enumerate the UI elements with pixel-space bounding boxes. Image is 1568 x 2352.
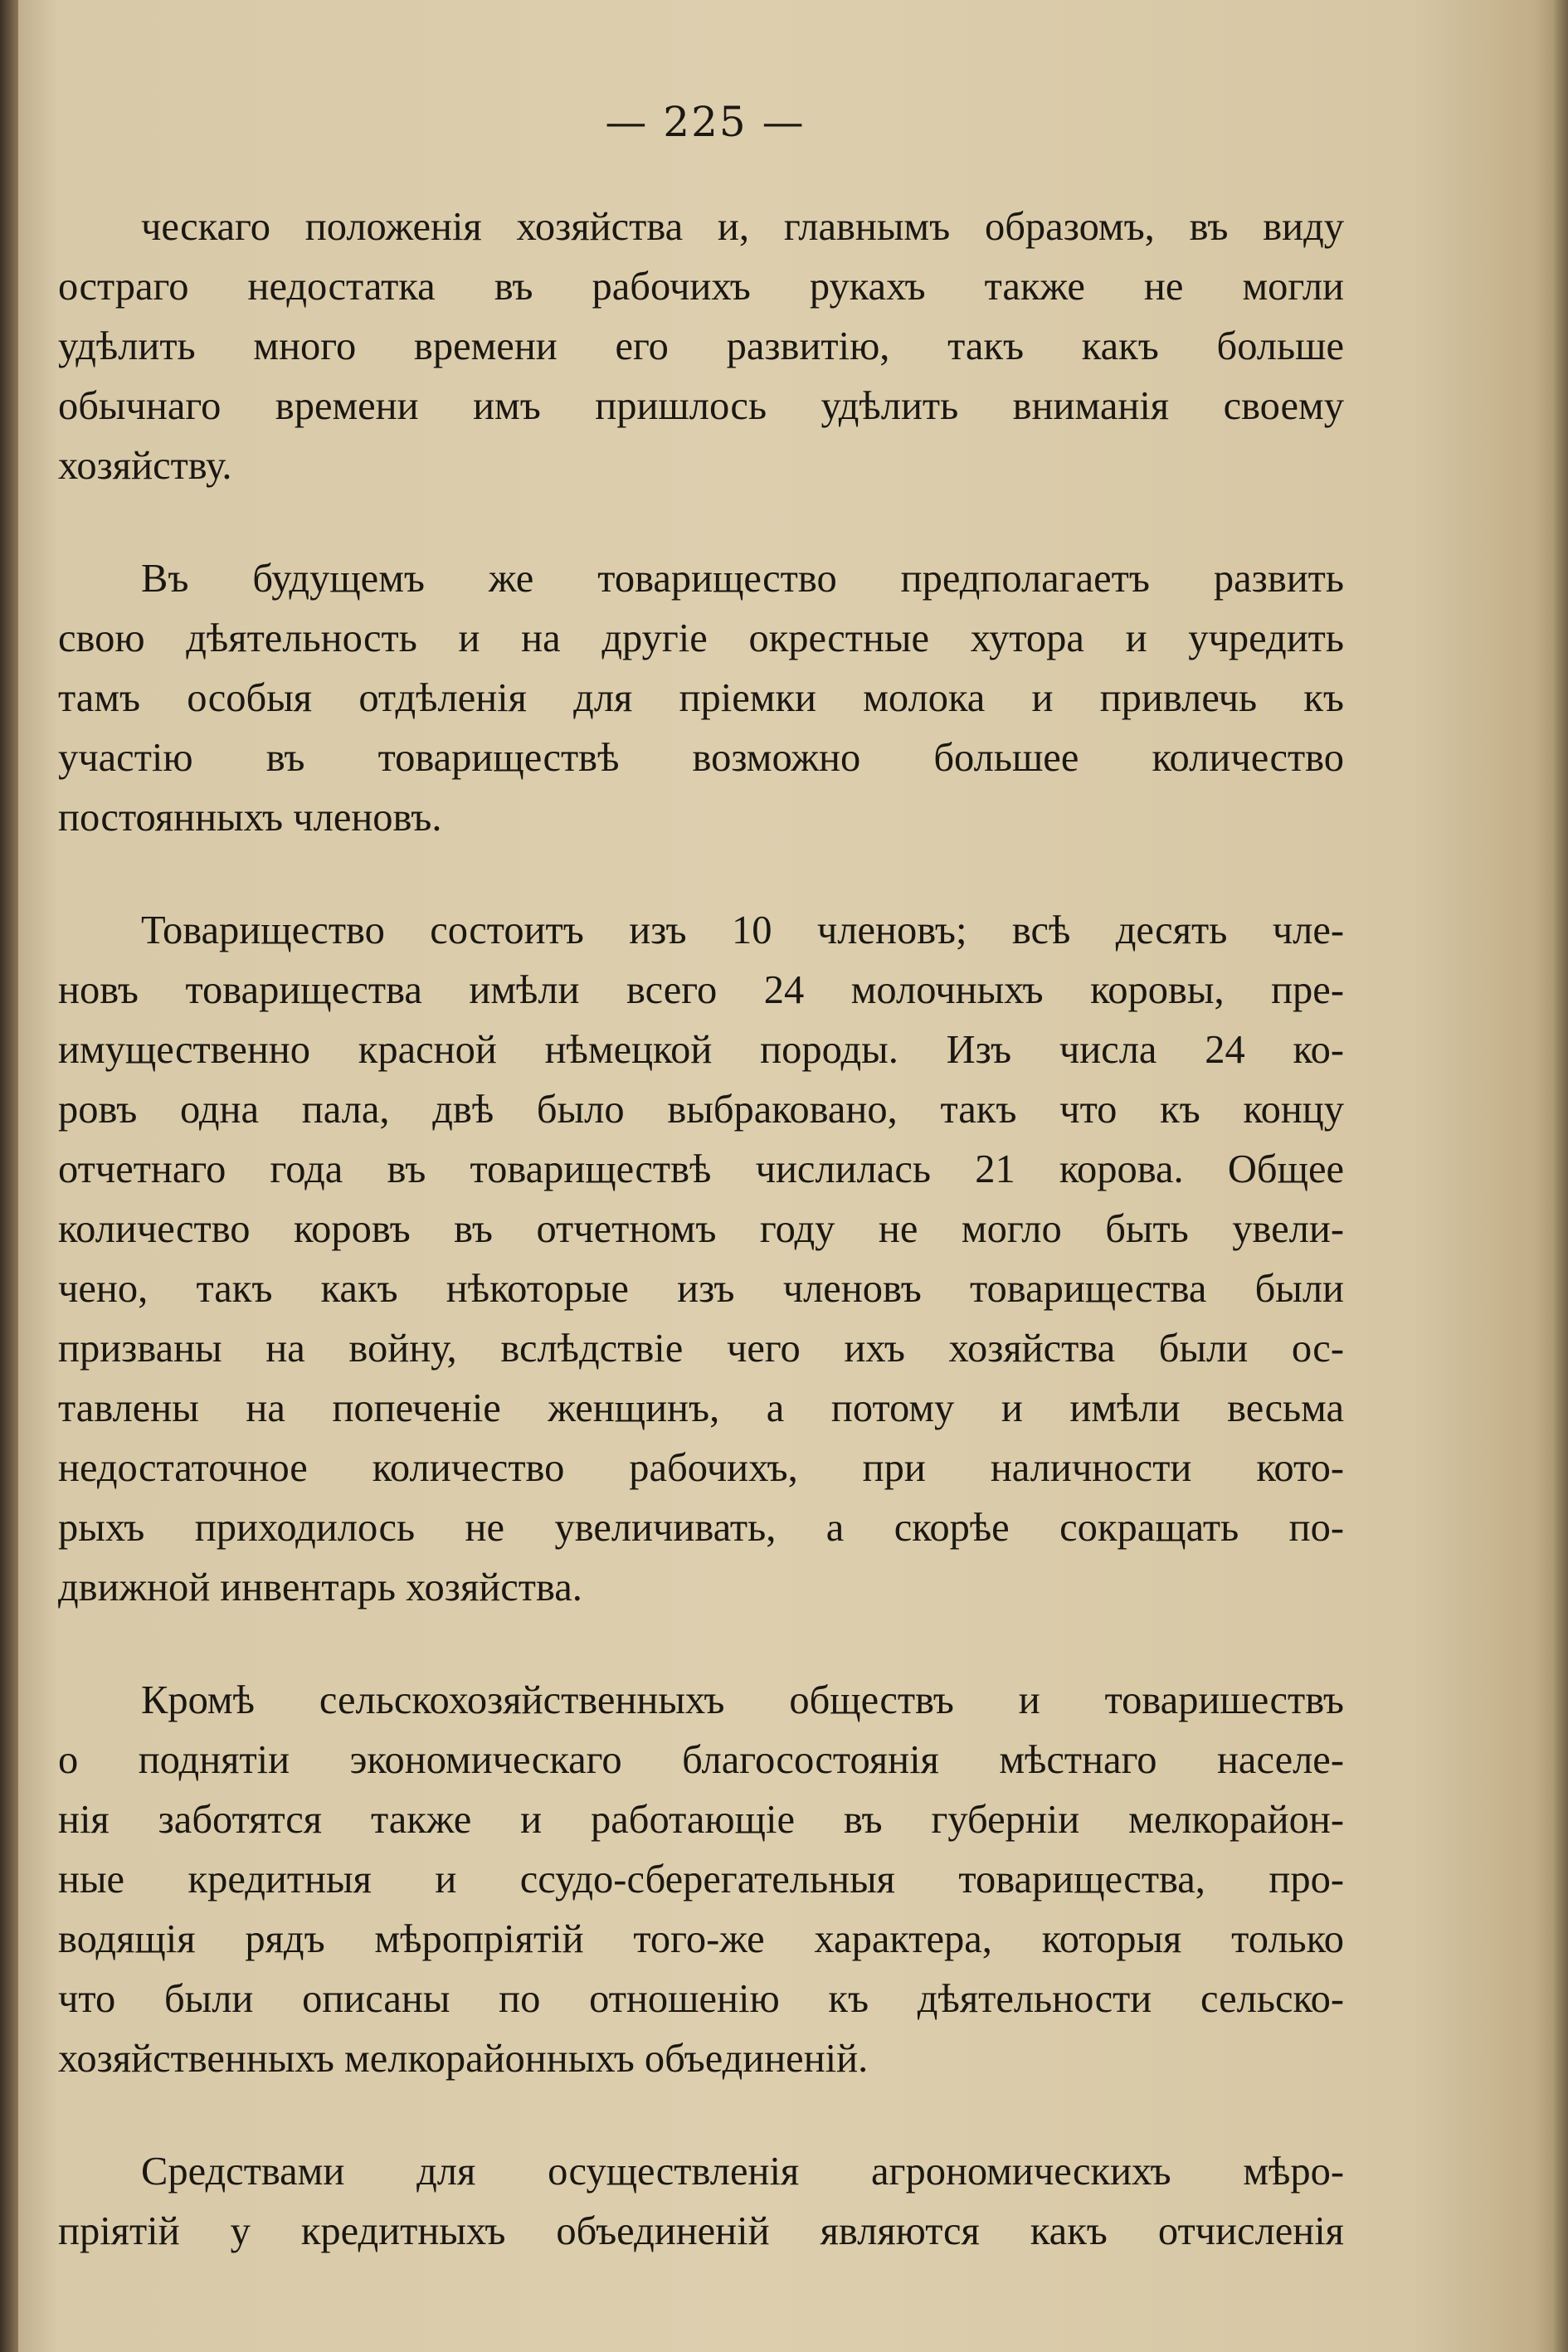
text-line: Средствами для осуществленія агрономическихъ мѣро- — [141, 2150, 1344, 2194]
text-line: постоянныхъ членовъ. — [58, 796, 442, 840]
text-line: отчетнаго года въ товариществѣ числилась 21 корова. Общее — [58, 1147, 1344, 1191]
text-line: Кромѣ сельскохозяйственныхъ обществъ и товаришествъ — [141, 1678, 1344, 1722]
text-line: о поднятіи экономическаго благосостоянія мѣстнаго населе- — [58, 1738, 1344, 1782]
page-edge-shadow — [1553, 0, 1568, 2352]
text-line: чено, такъ какъ нѣкоторые изъ членовъ товарищества были — [58, 1267, 1344, 1311]
text-line: ные кредитныя и ссудо-сберегательныя товарищества, про- — [58, 1858, 1344, 1902]
text-line: ческаго положенія хозяйства и, главнымъ образомъ, въ виду — [141, 205, 1344, 249]
paragraph — [58, 549, 1344, 848]
text-line: рыхъ приходилось не увеличивать, а скорѣе сокращать по- — [58, 1506, 1344, 1550]
text-line: количество коровъ въ отчетномъ году не могло быть увели- — [58, 1207, 1344, 1251]
text-line: призваны на войну, вслѣдствіе чего ихъ хозяйства были ос- — [58, 1327, 1344, 1371]
text-line: тавлены на попеченіе женщинъ, а потому и имѣли весьма — [58, 1386, 1344, 1430]
text-line: хозяйственныхъ мелкорайонныхъ объединеній. — [58, 2037, 869, 2081]
page-number: — 225 — — [605, 98, 806, 146]
text-line: свою дѣятельность и на другіе окрестные хутора и учредить — [58, 616, 1344, 660]
text-line: обычнаго времени имъ пришлось удѣлить вниманія своему — [58, 384, 1344, 428]
text-line: тамъ особыя отдѣленія для пріемки молока и привлечь къ — [58, 676, 1344, 720]
text-line: новъ товарищества имѣли всего 24 молочныхъ коровы, пре- — [58, 968, 1344, 1012]
paragraph — [58, 2142, 1344, 2262]
text-line: движной инвентарь хозяйства. — [58, 1566, 582, 1609]
text-line: имущественно красной нѣмецкой породы. Изъ числа 24 ко- — [58, 1028, 1344, 1072]
text-line: участію въ товариществѣ возможно большее количество — [58, 736, 1344, 780]
paragraph — [58, 1671, 1344, 2089]
text-line: недостаточное количество рабочихъ, при наличности кото- — [58, 1446, 1344, 1490]
text-line: хозяйству. — [58, 444, 232, 488]
text-line: удѣлить много времени его развитію, такъ какъ больше — [58, 324, 1344, 368]
text-line: Въ будущемъ же товарищество предполагаетъ развить — [141, 557, 1344, 601]
text-line: нія заботятся также и работающіе въ губерніи мелкорайон- — [58, 1798, 1344, 1842]
text-line: Товарищество состоитъ изъ 10 членовъ; всѣ десять чле- — [141, 908, 1344, 952]
paragraph — [58, 901, 1344, 1618]
text-line: ровъ одна пала, двѣ было выбраковано, такъ что къ концу — [58, 1088, 1344, 1132]
paragraph — [58, 197, 1344, 496]
book-spine — [0, 0, 18, 2352]
text-line: остраго недостатка въ рабочихъ рукахъ также не могли — [58, 265, 1344, 309]
text-line: пріятій у кредитныхъ объединеній являются какъ отчисленія — [58, 2209, 1344, 2253]
text-line: водящія рядъ мѣропріятій того-же характера, которыя только — [58, 1917, 1344, 1961]
body-text — [58, 197, 1344, 2315]
text-line: что были описаны по отношенію къ дѣятельности сельско- — [58, 1977, 1344, 2021]
